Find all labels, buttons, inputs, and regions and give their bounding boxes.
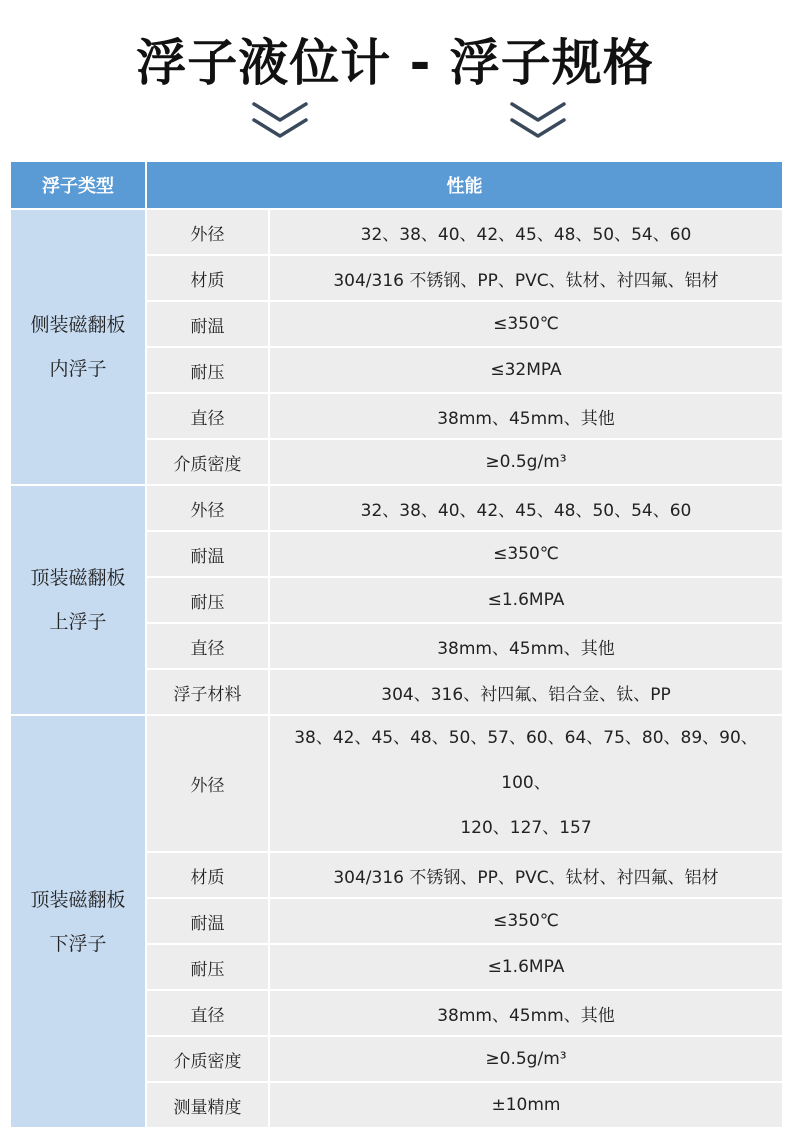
property-value: 304/316 不锈钢、PP、PVC、钛材、衬四氟、铝材 — [269, 852, 783, 898]
table-row — [10, 715, 783, 852]
float-type-cell — [10, 715, 146, 1128]
table-header-row — [10, 161, 783, 209]
property-name: 直径 — [146, 393, 269, 439]
float-type-line1: 顶装磁翻板 — [30, 567, 126, 589]
property-name: 介质密度 — [146, 1036, 269, 1082]
property-value: 32、38、40、42、45、48、50、54、60 — [269, 485, 783, 531]
float-type-line2: 下浮子 — [49, 932, 107, 955]
property-value: ≤32MPA — [269, 347, 783, 393]
property-name: 测量精度 — [146, 1082, 269, 1128]
table-row — [10, 485, 783, 531]
double-chevron-down-icon — [508, 100, 568, 144]
property-name: 耐温 — [146, 301, 269, 347]
float-type-line1: 侧装磁翻板 — [30, 314, 126, 336]
page-title: 浮子液位计 - 浮子规格 — [136, 34, 654, 92]
property-value: ≤1.6MPA — [269, 577, 783, 623]
property-value — [269, 715, 783, 852]
property-name: 直径 — [146, 990, 269, 1036]
float-spec-table — [9, 160, 784, 1129]
property-value-line1: 38、42、45、48、50、57、60、64、75、80、89、90、100、 — [294, 728, 758, 793]
property-name: 外径 — [146, 209, 269, 255]
property-name: 介质密度 — [146, 439, 269, 485]
table-row — [10, 209, 783, 255]
float-type-line1: 顶装磁翻板 — [30, 888, 126, 911]
header-performance: 性能 — [146, 161, 783, 209]
header-float-type: 浮子类型 — [10, 161, 146, 209]
property-value: ≤350℃ — [269, 301, 783, 347]
property-name: 材质 — [146, 852, 269, 898]
property-name: 材质 — [146, 255, 269, 301]
property-value-line2: 120、127、157 — [460, 818, 592, 838]
property-value: ≤350℃ — [269, 898, 783, 944]
float-type-cell — [10, 209, 146, 485]
property-value: 304/316 不锈钢、PP、PVC、钛材、衬四氟、铝材 — [269, 255, 783, 301]
property-value: 38mm、45mm、其他 — [269, 393, 783, 439]
property-name: 耐压 — [146, 577, 269, 623]
property-value: 38mm、45mm、其他 — [269, 623, 783, 669]
property-value: ±10mm — [269, 1082, 783, 1128]
property-name: 耐压 — [146, 944, 269, 990]
float-type-line2: 内浮子 — [49, 358, 107, 380]
property-name: 外径 — [146, 715, 269, 852]
property-value: 38mm、45mm、其他 — [269, 990, 783, 1036]
property-value: ≤1.6MPA — [269, 944, 783, 990]
float-type-cell — [10, 485, 146, 715]
property-name: 外径 — [146, 485, 269, 531]
property-name: 耐温 — [146, 898, 269, 944]
property-value: 32、38、40、42、45、48、50、54、60 — [269, 209, 783, 255]
property-value: 304、316、衬四氟、铝合金、钛、PP — [269, 669, 783, 715]
property-name: 耐压 — [146, 347, 269, 393]
property-value: ≥0.5g/m³ — [269, 1036, 783, 1082]
double-chevron-down-icon — [250, 100, 310, 144]
property-value: ≥0.5g/m³ — [269, 439, 783, 485]
property-name: 浮子材料 — [146, 669, 269, 715]
property-name: 耐温 — [146, 531, 269, 577]
property-name: 直径 — [146, 623, 269, 669]
float-type-line2: 上浮子 — [49, 611, 107, 633]
property-value: ≤350℃ — [269, 531, 783, 577]
